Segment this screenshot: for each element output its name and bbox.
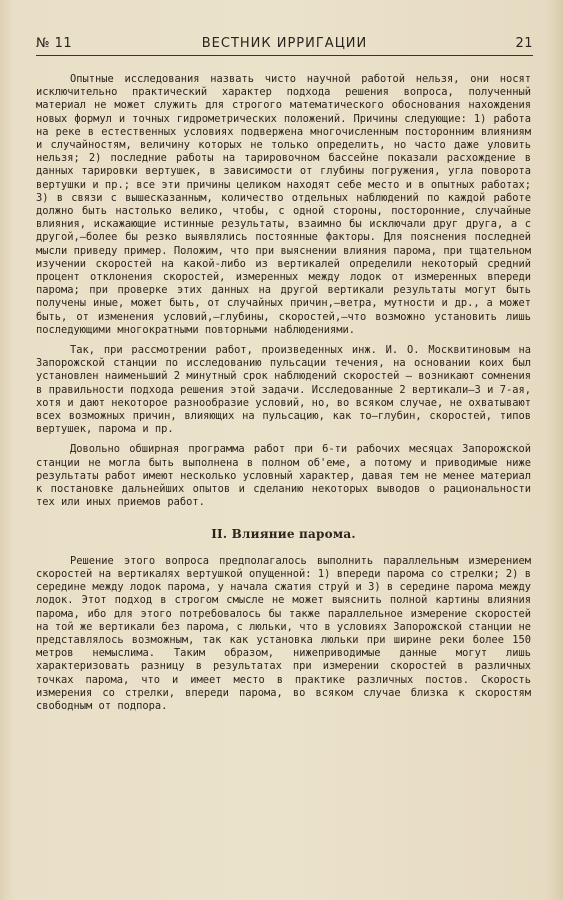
issue-number: № 11 <box>36 36 73 51</box>
paragraph-program-scope: Довольно обширная программа работ при 6-ти рабочих месяцах Запорожской станции не могла быть выполнена в полном об'еме, а потому и приводимые ниже результаты работ имеют несколько условный характер, давая тем не менее материал к постановке дальнейших опытов и сделанию некоторых выводов о рациональности тех или иных приемов работ. <box>36 443 531 509</box>
paragraph-moskvitinov-work: Так, при рассмотрении работ, произведенных инж. И. О. Москвитиновым на Запорожской станции по исследованию пульсации течения, на основании коих был установлен наименьший 2 минутный срок наблюдений скоростей — возникают сомнения в правильности подхода решения этой задачи. Исследованные 2 вертикали—3 и 7-ая, хотя и дают некоторое разнообразие условий, но, во всяком случае, не охватывают всех возможных причин, влияющих на пульсацию, как то—глубин, скоростей, типов вертушек, парома и пр. <box>36 344 531 436</box>
section-heading: II. Влияние парома. <box>211 526 356 541</box>
article-body <box>36 73 531 720</box>
running-header <box>36 33 533 56</box>
paragraph-ferry-influence: Решение этого вопроса предполагалось выполнить параллельным измерением скоростей на вертикалях вертушкой опущенной: 1) впереди парома со стрелки; 2) в середине между лодок парома, у начала сжатия струй и 3) в середине парома между лодок. Этот подход в строгом смысле не может выяснить полной картины влияния парома, ибо для этого потребовалось бы также параллельное измерение скоростей на той же вертикали без парома, с люльки, что в условиях Запорожской станции не представлялось возможным, так как установка люльки при ширине реки более 150 метров немыслима. Таким образом, нижеприводимые данные могут лишь характеризовать разницу в результатах при измерении скоростей в различных точках парома, что и имеет место в практике различных постов. Скорость измерения со стрелки, впереди парома, во всяком случае близка к скоростям свободным от подпора. <box>36 554 531 712</box>
page-number: 21 <box>515 36 533 51</box>
paragraph-experimental-research: Опытные исследования назвать чисто научной работой нельзя, они носят исключительно практический характер подхода решения вопроса, полученный материал не может служить для строгого математического обоснования нахождения новых формул и точных гидрометрических положений. Причины следующие: 1) работа на реке в естественных условиях подвержена многочисленным посторонним влияниям и случайностям, величину которых не только определить, но часто даже уловить нельзя; 2) последние работы на тарировочном бассейне показали расхождение в данных тарировки вертушек, в зависимости от глубины погружения, угла поворота вертушки и пр.; все эти причины целиком находят себе место и в опытных работах; 3) в связи с вышесказанным, количество отдельных наблюдений по каждой работе должно быть настолько велико, чтобы, с одной стороны, посторонние, случайные влияния, искажающие истинные результаты, взаимно бы исключали друг друга, а с другой,—более бы резко выявлялись постоянные факторы. Для пояснения последней мысли приведу пример. Положим, что при выяснении влияния парома, при тщательном изучении скоростей на какой-либо из вертикалей определили некоторый средний процент отклонения скоростей, измеренных между лодок от измеренных впереди парома; при проверке этих данных на другой вертикали результаты могут быть получены иные, может быть, от случайных причин,—ветра, мутности и др., а может быть, от изменения условий,—глубины, скоростей,—что возможно установить лишь последующими многократными повторными наблюдениями. <box>36 73 531 336</box>
journal-title: ВЕСТНИК ИРРИГАЦИИ <box>201 36 368 51</box>
